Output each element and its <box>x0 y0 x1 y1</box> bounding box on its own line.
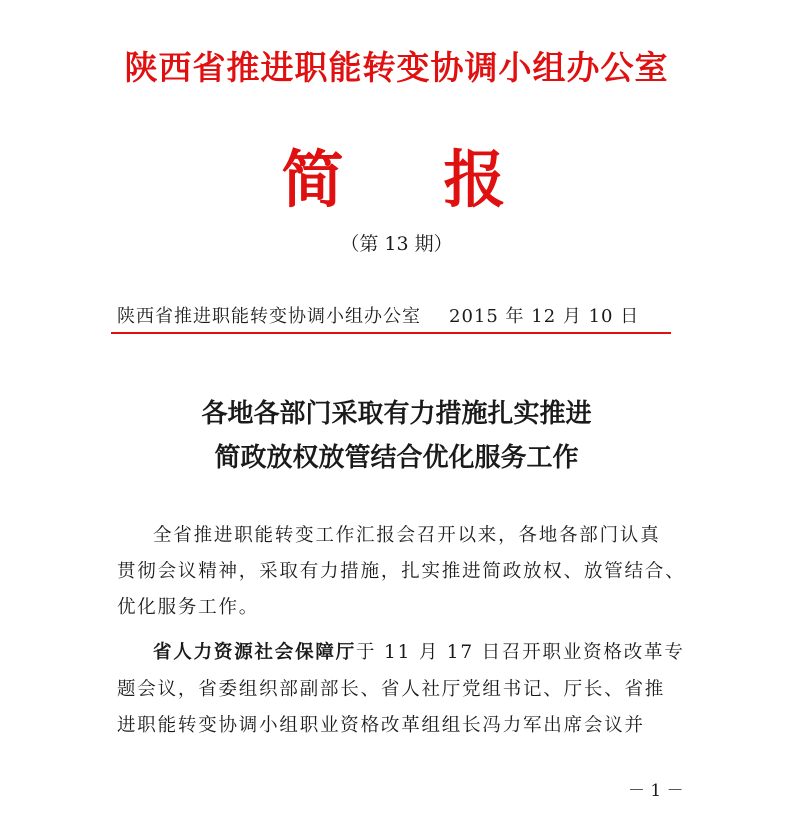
body-line: 题会议，省委组织部副部长、省人社厅党组书记、厅长、省推 <box>117 679 666 700</box>
body-line-text: 于 11 月 17 日召开职业资格改革专 <box>356 642 685 663</box>
page-number: － 1 － <box>628 781 684 801</box>
department-name: 省人力资源社会保障厅 <box>153 642 357 663</box>
article-title-line-2: 简政放权放管结合优化服务工作 <box>214 443 579 473</box>
issue-date: 2015 年 12 月 10 日 <box>449 306 640 327</box>
body-line: 贯彻会议精神，采取有力措施，扎实推进简政放权、放管结合、 <box>117 561 686 582</box>
body-paragraph-2-first-line <box>153 638 685 664</box>
bulletin-title <box>0 130 793 219</box>
body-line: 全省推进职能转变工作汇报会召开以来，各地各部门认真 <box>153 525 661 546</box>
issue-number: （第 13 期） <box>340 233 453 255</box>
article-title-line-1: 各地各部门采取有力措施扎实推进 <box>201 399 592 429</box>
office-title: 陕西省推进职能转变协调小组办公室 <box>124 48 669 87</box>
body-line: 进职能转变协调小组职业资格改革组组长冯力军出席会议并 <box>117 715 645 736</box>
issuer-date-line <box>117 302 639 328</box>
bulletin-title-char-2: 报 <box>443 143 512 216</box>
issuer-name: 陕西省推进职能转变协调小组办公室 <box>117 306 421 327</box>
red-divider <box>111 332 671 334</box>
bulletin-title-char-1: 简 <box>281 143 350 216</box>
body-line: 优化服务工作。 <box>117 597 260 618</box>
